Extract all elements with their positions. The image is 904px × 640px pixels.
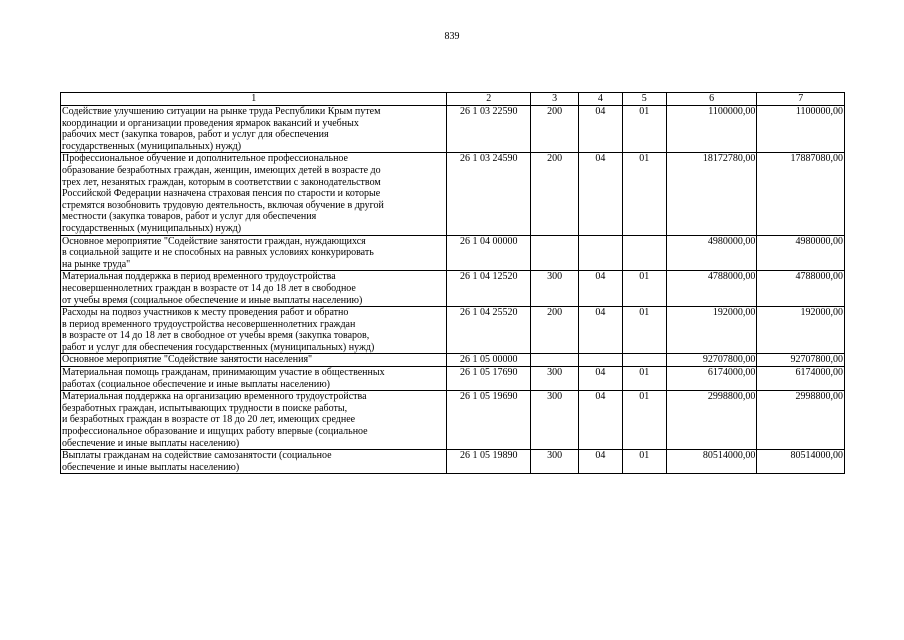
row-subsection bbox=[622, 354, 666, 367]
table-row bbox=[61, 354, 845, 367]
row-expense-type: 200 bbox=[530, 153, 578, 235]
row-section: 04 bbox=[579, 153, 622, 235]
row-section: 04 bbox=[579, 367, 622, 391]
row-amount-2: 17887080,00 bbox=[757, 153, 845, 235]
table-row bbox=[61, 271, 845, 307]
row-amount-2: 1100000,00 bbox=[757, 106, 845, 153]
row-name: Основное мероприятие "Содействие занятости населения" bbox=[61, 354, 447, 367]
page-number: 839 bbox=[444, 31, 460, 42]
column-header: 4 bbox=[579, 93, 622, 106]
column-header: 5 bbox=[622, 93, 666, 106]
row-amount-1: 2998800,00 bbox=[666, 391, 757, 450]
column-header: 2 bbox=[447, 93, 531, 106]
column-header: 7 bbox=[757, 93, 845, 106]
row-section: 04 bbox=[579, 106, 622, 153]
row-name: Основное мероприятие "Содействие занятости граждан, нуждающихся в социальной защите и не способных на равных условиях конкурировать на рынке труда" bbox=[61, 235, 447, 271]
row-section bbox=[579, 235, 622, 271]
row-code: 26 1 04 25520 bbox=[447, 307, 531, 354]
row-name: Выплаты гражданам на содействие самозанятости (социальное обеспечение и иные выплаты населению) bbox=[61, 450, 447, 474]
row-expense-type bbox=[530, 354, 578, 367]
row-subsection: 01 bbox=[622, 153, 666, 235]
row-amount-2: 4788000,00 bbox=[757, 271, 845, 307]
row-subsection: 01 bbox=[622, 307, 666, 354]
row-amount-2: 80514000,00 bbox=[757, 450, 845, 474]
row-code: 26 1 05 17690 bbox=[447, 367, 531, 391]
row-expense-type: 300 bbox=[530, 391, 578, 450]
row-code: 26 1 03 22590 bbox=[447, 106, 531, 153]
table-row bbox=[61, 450, 845, 474]
row-code: 26 1 05 19690 bbox=[447, 391, 531, 450]
column-header: 6 bbox=[666, 93, 757, 106]
row-section: 04 bbox=[579, 307, 622, 354]
row-subsection: 01 bbox=[622, 106, 666, 153]
column-header: 3 bbox=[530, 93, 578, 106]
budget-table bbox=[60, 92, 845, 474]
row-amount-1: 6174000,00 bbox=[666, 367, 757, 391]
row-section: 04 bbox=[579, 271, 622, 307]
row-name: Материальная помощь гражданам, принимающим участие в общественных работах (социальное обеспечение и иные выплаты населению) bbox=[61, 367, 447, 391]
table-row bbox=[61, 307, 845, 354]
row-expense-type: 200 bbox=[530, 307, 578, 354]
row-expense-type: 300 bbox=[530, 450, 578, 474]
row-subsection: 01 bbox=[622, 367, 666, 391]
row-amount-2: 2998800,00 bbox=[757, 391, 845, 450]
row-expense-type: 200 bbox=[530, 106, 578, 153]
row-code: 26 1 05 00000 bbox=[447, 354, 531, 367]
row-expense-type: 300 bbox=[530, 271, 578, 307]
row-amount-1: 192000,00 bbox=[666, 307, 757, 354]
row-amount-1: 4788000,00 bbox=[666, 271, 757, 307]
row-code: 26 1 05 19890 bbox=[447, 450, 531, 474]
row-expense-type: 300 bbox=[530, 367, 578, 391]
row-subsection bbox=[622, 235, 666, 271]
row-amount-1: 18172780,00 bbox=[666, 153, 757, 235]
column-header: 1 bbox=[61, 93, 447, 106]
row-section: 04 bbox=[579, 450, 622, 474]
row-subsection: 01 bbox=[622, 450, 666, 474]
row-amount-2: 4980000,00 bbox=[757, 235, 845, 271]
row-expense-type bbox=[530, 235, 578, 271]
table-row bbox=[61, 153, 845, 235]
table-row bbox=[61, 367, 845, 391]
header-row bbox=[61, 93, 845, 106]
row-name: Содействие улучшению ситуации на рынке труда Республики Крым путем координации и организации проведения ярмарок вакансий и учебных рабочих мест (закупка товаров, работ и услуг для обеспечения государственных (муниципальных) нужд) bbox=[61, 106, 447, 153]
row-amount-1: 4980000,00 bbox=[666, 235, 757, 271]
table-row bbox=[61, 235, 845, 271]
row-amount-2: 6174000,00 bbox=[757, 367, 845, 391]
row-name: Материальная поддержка в период временного трудоустройства несовершеннолетних граждан в возрасте от 14 до 18 лет в свободное от учебы время (социальное обеспечение и иные выплаты населению) bbox=[61, 271, 447, 307]
row-amount-1: 80514000,00 bbox=[666, 450, 757, 474]
row-section: 04 bbox=[579, 391, 622, 450]
row-code: 26 1 04 12520 bbox=[447, 271, 531, 307]
row-name: Профессиональное обучение и дополнительное профессиональное образование безработных граждан, женщин, имеющих детей в возрасте до трех лет, незанятых граждан, которым в соответствии с законодательством Российской Федерации назначена страховая пенсия по старости и которые стремятся возобновить трудовую деятельность, включая обучение в другой местности (закупка товаров, работ и услуг для обеспечения государственных (муниципальных) нужд) bbox=[61, 153, 447, 235]
row-amount-2: 92707800,00 bbox=[757, 354, 845, 367]
row-section bbox=[579, 354, 622, 367]
row-code: 26 1 04 00000 bbox=[447, 235, 531, 271]
row-amount-2: 192000,00 bbox=[757, 307, 845, 354]
row-amount-1: 1100000,00 bbox=[666, 106, 757, 153]
row-amount-1: 92707800,00 bbox=[666, 354, 757, 367]
table-row bbox=[61, 106, 845, 153]
row-subsection: 01 bbox=[622, 271, 666, 307]
row-name: Материальная поддержка на организацию временного трудоустройства безработных граждан, испытывающих трудности в поиске работы, и безработных граждан в возрасте от 18 до 20 лет, имеющих среднее профессиональное образование и ищущих работу впервые (социальное обеспечение и иные выплаты населению) bbox=[61, 391, 447, 450]
row-name: Расходы на подвоз участников к месту проведения работ и обратно в период временного трудоустройства несовершеннолетних граждан в возрасте от 14 до 18 лет в свободное от учебы время (закупка товаров, работ и услуг для обеспечения государственных (муниципальных) нужд) bbox=[61, 307, 447, 354]
table-row bbox=[61, 391, 845, 450]
row-code: 26 1 03 24590 bbox=[447, 153, 531, 235]
row-subsection: 01 bbox=[622, 391, 666, 450]
